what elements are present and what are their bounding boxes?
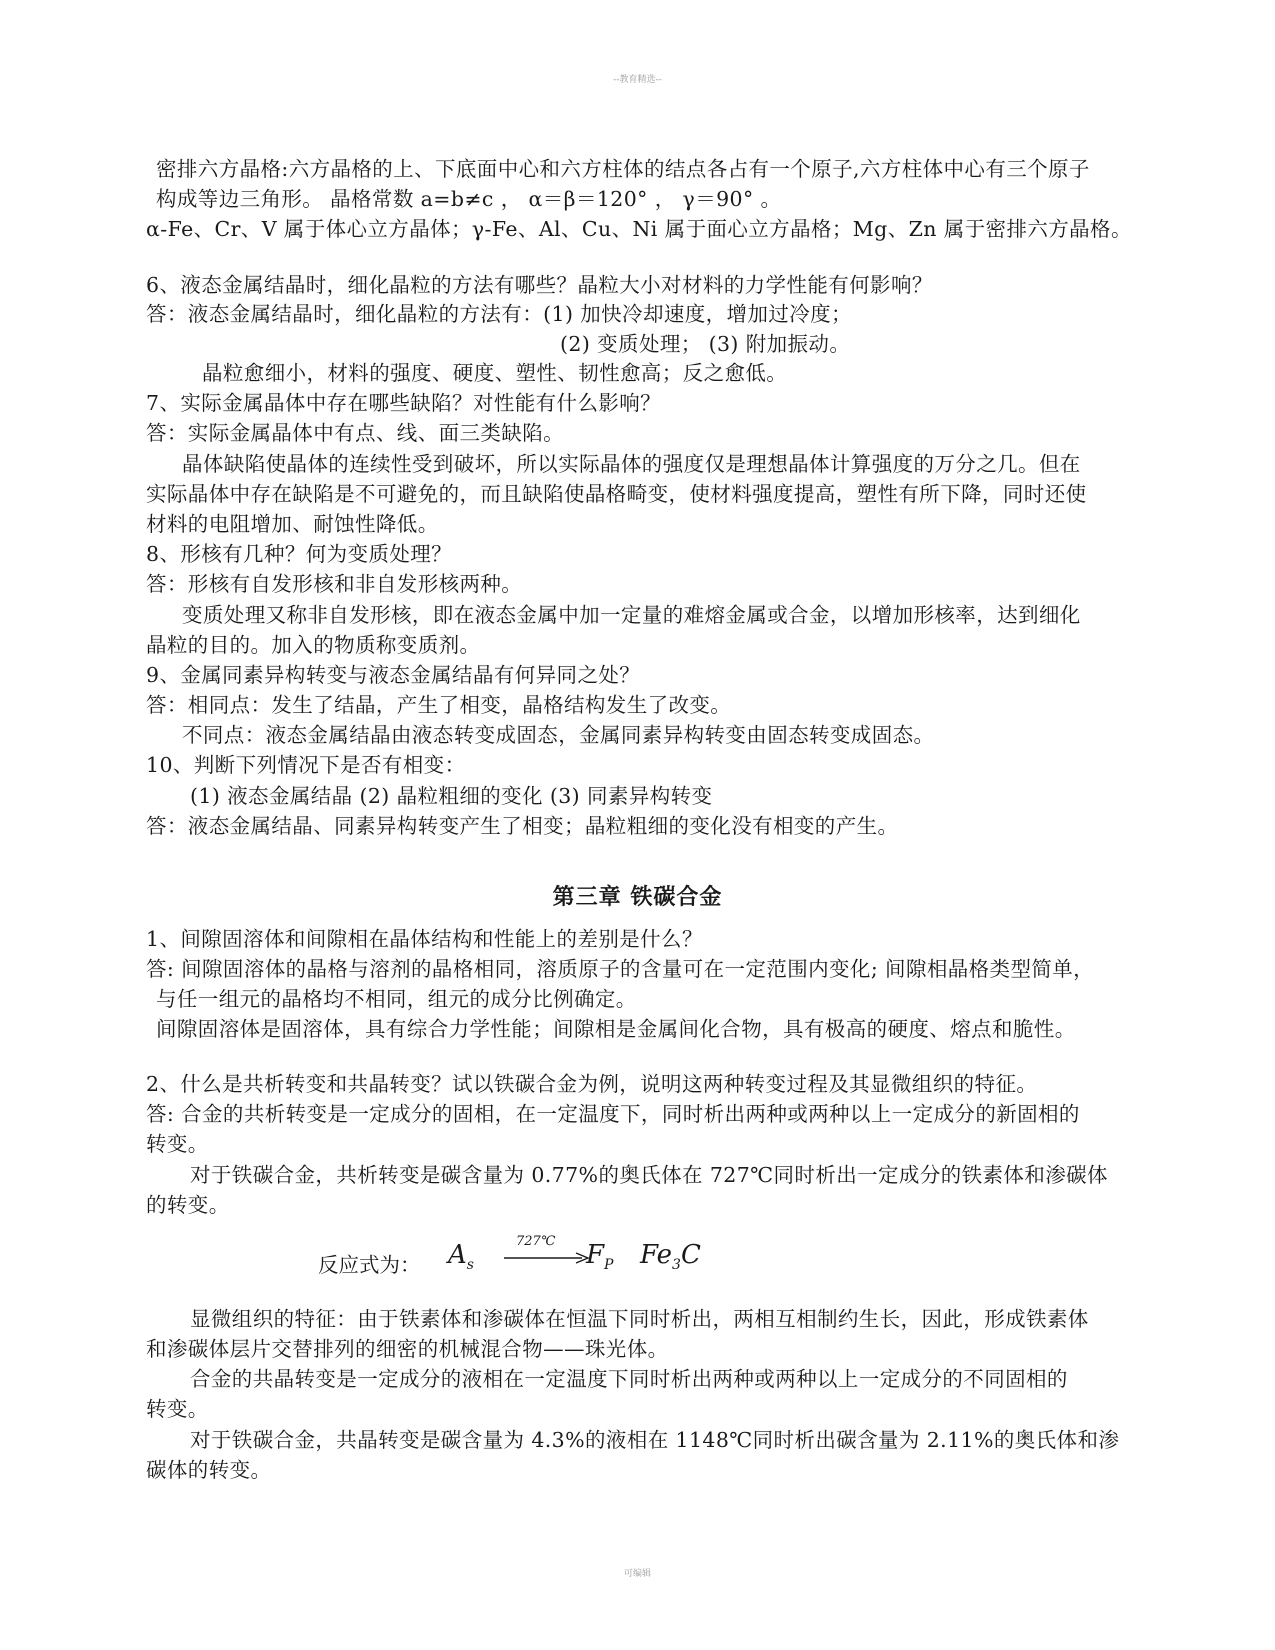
chapter-title: 第三章 铁碳合金: [552, 885, 723, 910]
formula-condition: 727℃: [516, 1234, 556, 1249]
answer-line: 答：液态金属结晶时，细化晶粒的方法有：(1) 加快冷却速度，增加过冷度；: [146, 302, 852, 326]
text-line: α-Fe、Cr、V 属于体心立方晶体；γ-Fe、Al、Cu、Ni 属于面心立方晶格；Mg、Zn 属于密排六方晶格。: [146, 217, 1132, 241]
text-line: 显微组织的特征：由于铁素体和渗碳体在恒温下同时析出，两相互相制约生长，因此，形成铁素体: [190, 1307, 1089, 1331]
answer-line: 答: 合金的共析转变是一定成分的固相，在一定温度下，同时析出两种或两种以上一定成分的新固相的: [146, 1102, 1080, 1126]
page-header: --教育精选--: [613, 75, 662, 85]
text-line: 对于铁碳合金，共晶转变是碳含量为 4.3%的液相在 1148℃同时析出碳含量为 2.11%的奥氏体和渗: [190, 1428, 1120, 1452]
answer-line: 答：相同点：发生了结晶，产生了相变，晶格结构发生了改变。: [146, 693, 732, 717]
text-line: 变质处理又称非自发形核，即在液态金属中加一定量的难熔金属或合金，以增加形核率，达到细化: [182, 603, 1081, 627]
formula-product-cementite: $Fe_3C$: [640, 1240, 701, 1274]
text-line: 的转变。: [146, 1193, 230, 1217]
question-1: 1、间隙固溶体和间隙相在晶体结构和性能上的差别是什么？: [146, 927, 703, 951]
text-line: 碳体的转变。: [146, 1458, 272, 1482]
answer-line: 答：形核有自发形核和非自发形核两种。: [146, 572, 523, 596]
question-8: 8、形核有几种？何为变质处理？: [146, 542, 453, 566]
text-line: 和渗碳体层片交替排列的细密的机械混合物——珠光体。: [146, 1337, 669, 1361]
text-line: 转变。: [146, 1132, 209, 1156]
answer-line: 答：液态金属结晶、同素异构转变产生了相变；晶粒粗细的变化没有相变的产生。: [146, 814, 899, 838]
question-6: 6、液态金属结晶时，细化晶粒的方法有哪些？晶粒大小对材料的力学性能有何影响？: [146, 273, 933, 297]
question-10: 10、判断下列情况下是否有相变：: [146, 753, 466, 777]
text-line: 与任一组元的晶格均不相同，组元的成分比例确定。: [156, 987, 637, 1011]
formula-product-ferrite: $F_P$: [586, 1240, 614, 1274]
formula-reactant: $A_s$: [448, 1240, 474, 1274]
text-line: (2) 变质处理； (3) 附加振动。: [560, 332, 851, 356]
text-line: 转变。: [146, 1397, 209, 1421]
text-line: 材料的电阻增加、耐蚀性降低。: [146, 512, 439, 536]
text-line: 密排六方晶格:六方晶格的上、下底面中心和六方柱体的结点各占有一个原子,六方柱体中心有三个原子: [156, 157, 1090, 181]
page-footer: 可编辑: [623, 1569, 651, 1579]
text-line: 晶粒愈细小，材料的强度、硬度、塑性、韧性愈高；反之愈低。: [202, 361, 788, 385]
formula-label: 反应式为：: [318, 1253, 421, 1277]
text-line: 合金的共晶转变是一定成分的液相在一定温度下同时析出两种或两种以上一定成分的不同固相的: [190, 1367, 1068, 1391]
question-2: 2、什么是共析转变和共晶转变？试以铁碳合金为例，说明这两种转变过程及其显微组织的特征。: [146, 1072, 1038, 1096]
reaction-arrow-icon: [504, 1250, 590, 1266]
text-line: 晶粒的目的。加入的物质称变质剂。: [146, 633, 481, 657]
answer-line: 答: 间隙固溶体的晶格与溶剂的晶格相同，溶质原子的含量可在一定范围内变化; 间隙相晶格类型简单，: [146, 957, 1095, 981]
text-line: 构成等边三角形。 晶格常数 a=b≠c ， α＝β＝120° ， γ＝90° 。: [156, 187, 782, 211]
text-line: (1) 液态金属结晶 (2) 晶粒粗细的变化 (3) 同素异构转变: [190, 784, 713, 808]
question-9: 9、金属同素异构转变与液态金属结晶有何异同之处？: [146, 663, 641, 687]
text-line: 不同点：液态金属结晶由液态转变成固态，金属同素异构转变由固态转变成固态。: [182, 723, 935, 747]
text-line: 对于铁碳合金，共析转变是碳含量为 0.77%的奥氏体在 727℃同时析出一定成分的铁素体和渗碳体: [190, 1163, 1108, 1187]
text-line: 晶体缺陷使晶体的连续性受到破坏，所以实际晶体的强度仅是理想晶体计算强度的万分之几。但在: [182, 452, 1081, 476]
text-line: 实际晶体中存在缺陷是不可避免的，而且缺陷使晶格畸变，使材料强度提高，塑性有所下降，同时还使: [146, 482, 1087, 506]
question-7: 7、实际金属晶体中存在哪些缺陷？对性能有什么影响？: [146, 391, 662, 415]
answer-line: 答：实际金属晶体中有点、线、面三类缺陷。: [146, 421, 564, 445]
text-line: 间隙固溶体是固溶体，具有综合力学性能；间隙相是金属间化合物，具有极高的硬度、熔点和脆性。: [156, 1017, 1076, 1041]
reaction-formula: [318, 1234, 838, 1284]
